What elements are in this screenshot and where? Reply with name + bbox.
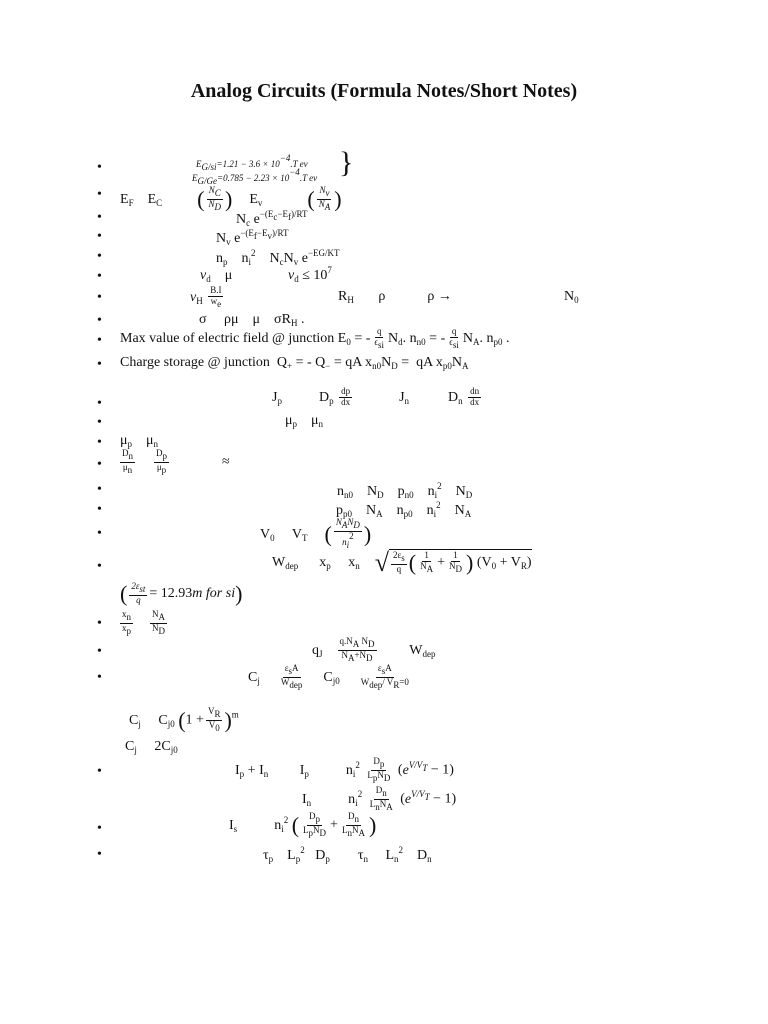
formula-hole-conc: $N_v$ $e^{-(E_f-E_v)/RT}$ xyxy=(216,228,289,247)
formula-capacitance-voltage: $C_j$ $C_{j0}$ (1 + $\frac{V_R}{V_0}$ )$^m$ xyxy=(129,706,239,733)
bullet-24: • xyxy=(97,847,102,862)
formula-electron-current: $I_n$ $n_i^2$ $\frac{D_n}{L_nN_A}$ $(e^{V/V_T} - 1)$ xyxy=(302,785,457,812)
formula-built-in-potential: $V_0$ $V_T$ ( $\frac{N_AN_D}{n_i^2}$ ) xyxy=(260,517,372,550)
formula-capacitance-double: $C_j$ $2C_{j0}$ xyxy=(125,739,178,755)
bandgap-si: $E_{G/si}=1.21 - 3.6 \times 10^{-4}.T$ ev xyxy=(196,153,308,172)
bullet-5: • xyxy=(97,249,102,264)
formula-constant: ( $\frac{2\varepsilon_{st}}{q}$ = 12.93m for si) xyxy=(120,580,243,606)
formula-mass-action: $n_p$ $n_i^2$ $N_cN_v$ $e^{-EG/KT}$ xyxy=(216,248,340,267)
bullet-1: • xyxy=(97,160,102,175)
formula-diffusion-current: $J_p$ $D_p$ $\frac{dp}{dx}$ $J_n$ $D_n$ $\frac{dn}{dx}$ xyxy=(272,386,480,407)
formula-diffusion-length: $\tau_p$ $L_p^2$ $D_p$ $\tau_n$ $L_n^2$ $D_n$ xyxy=(263,845,432,864)
bullet-13: • xyxy=(97,435,102,450)
bullet-22: • xyxy=(97,764,102,779)
formula-junction-charge: $q_J$ $\frac{q.N_A N_D}{N_A+N_D}$ $W_{dep}$ xyxy=(312,636,436,663)
brace: } xyxy=(339,146,354,179)
formula-charge-storage: Charge storage @ junction $Q_+$ = - $Q_-$ = qA $x_{n0}N_D$ = qA $x_{p0}N_A$ xyxy=(120,355,469,371)
formula-mobility-2: $\mu_p$ $\mu_n$ xyxy=(120,433,159,449)
formula-p-type: $p_{p0}$ $N_A$ $n_{p0}$ $n_i^2$ $N_A$ xyxy=(336,500,472,519)
bullet-7: • xyxy=(97,290,102,305)
bullet-6: • xyxy=(97,269,102,284)
bandgap-ge: $E_{G/Ge}=0.785 - 2.23 \times 10^{-4}.T$ ev xyxy=(192,167,318,186)
formula-electric-field: Max value of electric field @ junction $E_0$ = - $\frac{q}{\epsilon_{si}}$ $N_d$. $n_{n0}$ = - $\frac{q}{\epsilon_{si}}$ $N_A$. $n_{p0}$ . xyxy=(120,326,510,350)
formula-junction-capacitance: $C_j$ $\frac{\varepsilon_sA}{W_{dep}}$ $C_{j0}$ $\frac{\varepsilon_sA}{W_{dep}/ V_R=0}$ xyxy=(248,663,409,690)
bullet-9: • xyxy=(97,333,102,348)
bullet-20: • xyxy=(97,644,102,659)
bullet-2: • xyxy=(97,187,102,202)
bullet-3: • xyxy=(97,210,102,225)
formula-n-type: $n_{n0}$ $N_D$ $p_{n0}$ $n_i^2$ $N_D$ xyxy=(337,481,473,500)
formula-fermi: $E_F$ $E_C$ ( $\frac{N_C}{N_D}$ ) $E_v$ ( $\frac{N_v}{N_A}$ ) xyxy=(120,185,342,212)
formula-width-ratio: $\frac{x_n}{x_p}$ $\frac{N_A}{N_D}$ xyxy=(122,609,165,636)
bullet-12: • xyxy=(97,415,102,430)
bullet-8: • xyxy=(97,313,102,328)
formula-diode-current: $I_p + I_n$ $I_p$ $n_i^2$ $\frac{D_p}{L_pN_D}$ $(e^{V/V_T} - 1)$ xyxy=(235,756,454,783)
bullet-4: • xyxy=(97,229,102,244)
bullet-23: • xyxy=(97,821,102,836)
formula-n0: $N_0$ xyxy=(564,289,579,305)
formula-saturation-current: $I_s$ $n_i^2$ ( $\frac{D_p}{L_pN_D}$ + $\frac{D_n}{L_nN_A}$ ) xyxy=(229,811,377,838)
formula-velocity-limit: $v_d \le 10^7$ xyxy=(288,265,332,284)
formula-hall-coeff: $R_H$ ρ ρ → xyxy=(338,289,452,305)
page-title: Analog Circuits (Formula Notes/Short Notes) xyxy=(190,80,578,102)
formula-einstein: $\frac{D_n}{\mu_n}$ $\frac{D_p}{\mu_p}$ ≈ xyxy=(122,448,230,475)
formula-drift-velocity: $v_d$ μ xyxy=(200,268,233,284)
formula-electron-conc: $N_c$ $e^{-(E_c-E_f)/RT}$ xyxy=(236,209,308,228)
formula-depletion-width: $W_{dep}$ $x_p$ $x_n$ √ $\frac{2\varepsilon_s}{q}$ ( $\frac{1}{N_A}$ + $\frac{1}{N_D}$ ) $(V_0 + V_R)$ xyxy=(272,547,532,577)
bullet-18: • xyxy=(97,559,102,574)
bullet-11: • xyxy=(97,396,102,411)
formula-hall: $v_H$ $\frac{B.I}{w_e}$ xyxy=(190,285,222,309)
bullet-14: • xyxy=(97,457,102,472)
bullet-16: • xyxy=(97,502,102,517)
formula-mobility-1: $\mu_p$ $\mu_n$ xyxy=(285,413,324,429)
bullet-21: • xyxy=(97,670,102,685)
bullet-17: • xyxy=(97,526,102,541)
bullet-19: • xyxy=(97,616,102,631)
formula-conductivity: σ ρμ μ $\sigma R_H$ . xyxy=(199,312,305,328)
bullet-10: • xyxy=(97,357,102,372)
bullet-15: • xyxy=(97,482,102,497)
